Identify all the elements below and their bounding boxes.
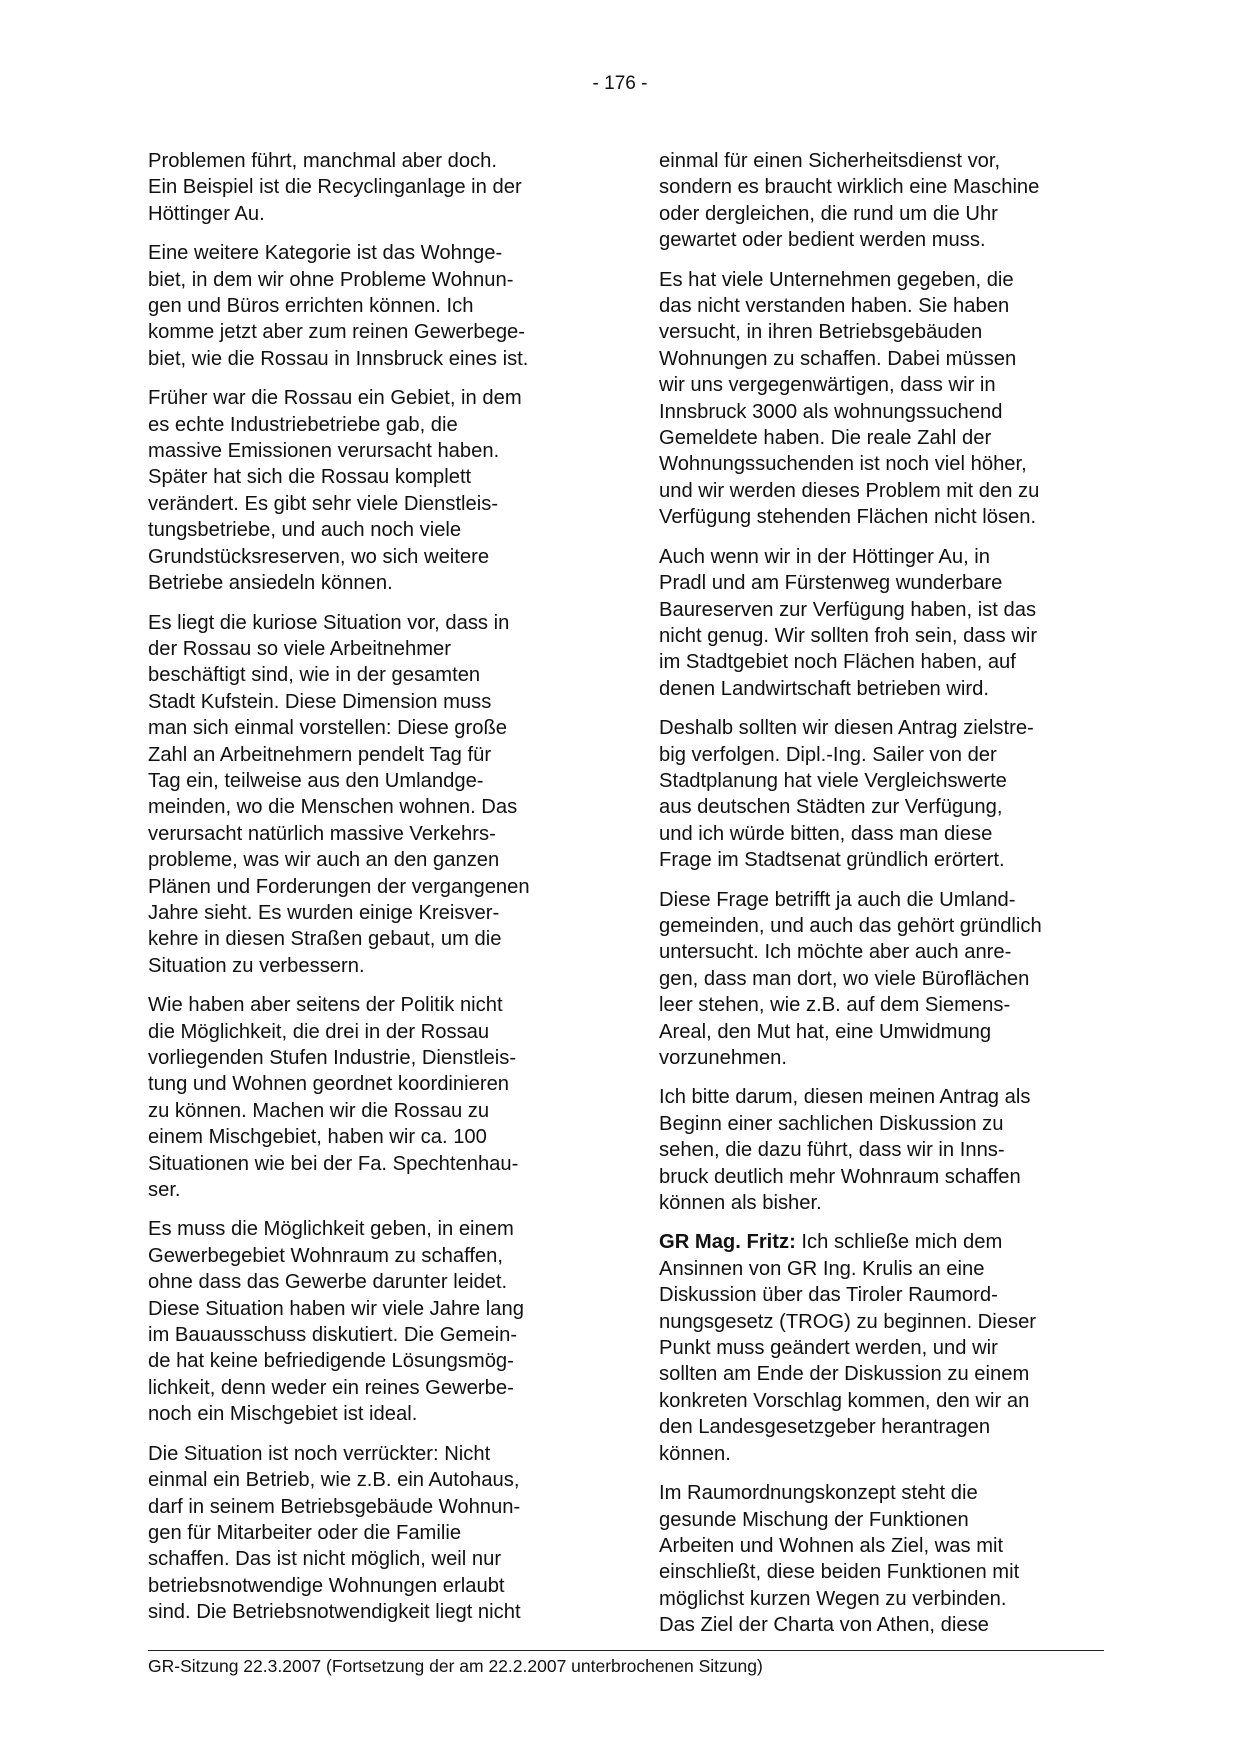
paragraph: Es liegt die kuriose Situation vor, dass in der Rossau so viele Arbeitnehmer beschäftigt sind, wie in der gesamten Stadt Kufstein. Diese Dimension muss man sich einmal vorstellen: Diese große Zahl an Arbeitnehmern pendelt Tag für Tag ein, teilweise aus den Umlandge- meinden, wo die Menschen wohnen. Das verursacht natürlich massive Verkehrs- probleme, was wir auch an den ganzen Plänen und Forderungen der vergangenen Jahre sieht. Es wurden einige Kreisver- kehre in diesen Straßen gebaut, um die Situation zu verbessern. bbox=[148, 611, 530, 977]
paragraph: Auch wenn wir in der Höttinger Au, in Pradl und am Fürstenweg wunderbare Baureserven zur Verfügung haben, ist das nicht genug. Wir sollten froh sein, dass wir im Stadtgebiet noch Flächen haben, auf denen Landwirtschaft betrieben wird. bbox=[659, 545, 1038, 700]
paragraph: Wie haben aber seitens der Politik nicht die Möglichkeit, die drei in der Rossau vorliegenden Stufen Industrie, Dienstleis- tung und Wohnen geordnet koordinieren zu können. Machen wir die Rossau zu einem Mischgebiet, haben wir ca. 100 Situationen wie bei der Fa. Spechtenhau- ser. bbox=[148, 994, 519, 1202]
paragraph: Die Situation ist noch verrückter: Nicht einmal ein Betrieb, wie z.B. ein Autohaus, darf in seinem Betriebsgebäude Wohnun- gen für Mitarbeiter oder die Familie schaffen. Das ist nicht möglich, weil nur betriebsnotwendige Wohnungen erlaubt sind. Die Betriebsnotwendigkeit liegt nicht bbox=[148, 1442, 521, 1624]
paragraph: Eine weitere Kategorie ist das Wohnge- biet, in dem wir ohne Probleme Wohnun- gen und Büros errichten können. Ich komme jetzt aber zum reinen Gewerbege- biet, wie die Rossau in Innsbruck eines ist. bbox=[148, 242, 529, 370]
paragraph: Im Raumordnungskonzept steht die gesunde Mischung der Funktionen Arbeiten und Wohnen als Ziel, was mit einschließt, diese beiden Funktionen mit möglichst kurzen Wegen zu verbinden. Das Ziel der Charta von Athen, diese bbox=[659, 1482, 1020, 1637]
paragraph: Ich bitte darum, diesen meinen Antrag als Beginn einer sachlichen Diskussion zu sehen, die dazu führt, dass wir in Inns- bruck deutlich mehr Wohnraum schaffen können als bisher. bbox=[659, 1086, 1031, 1215]
footer: GR-Sitzung 22.3.2007 (Fortsetzung der am 22.2.2007 unterbrochenen Sitzung) bbox=[148, 1656, 763, 1676]
paragraph: Deshalb sollten wir diesen Antrag zielstre- big verfolgen. Dipl.-Ing. Sailer von der Stadtplanung hat viele Vergleichswerte aus deutschen Städten zur Verfügung, und ich würde bitten, dass man diese Frage im Stadtsenat gründlich erörtert. bbox=[659, 717, 1034, 872]
paragraph: Problemen führt, manchmal aber doch. Ein Beispiel ist die Recyclinganlage in der Höttinger Au. bbox=[148, 150, 522, 225]
footer-divider bbox=[148, 1650, 1104, 1651]
paragraph: Es muss die Möglichkeit geben, in einem Gewerbegebiet Wohnraum zu schaffen, ohne dass das Gewerbe darunter leidet. Diese Situation haben wir viele Jahre lang im Bauausschuss diskutiert. Die Gemein- de hat keine befriedigende Lösungsmög- lichkeit, denn weder ein reines Gewerbe- noch ein Mischgebiet ist ideal. bbox=[148, 1218, 524, 1426]
speech-paragraph bbox=[659, 1229, 1104, 1467]
paragraph: Diese Frage betrifft ja auch die Umland- gemeinden, und auch das gehört gründlich untersucht. Ich möchte aber auch anre- gen, dass man dort, wo viele Büroflächen leer stehen, wie z.B. auf dem Siemens- Areal, den Mut hat, eine Umwidmung vorzunehmen. bbox=[659, 888, 1042, 1069]
left-column bbox=[148, 148, 593, 1639]
speech-text: Ich schließe mich dem Ansinnen von GR Ing. Krulis an eine Diskussion über das Tiroler Raumord- nungsgesetz (TROG) zu beginnen. Dieser Punkt muss geändert werden, und wir sollten am Ende der Diskussion zu einem konkreten Vorschlag kommen, den wir an den Landesgesetzgeber herantragen können. bbox=[659, 1231, 1037, 1465]
paragraph: Früher war die Rossau ein Gebiet, in dem es echte Industriebetriebe gab, die massive Emissionen verursacht haben. Später hat sich die Rossau komplett verändert. Es gibt sehr viele Dienstleis- tungsbetriebe, und auch noch viele Grundstücksreserven, wo sich weitere Betriebe ansiedeln können. bbox=[148, 387, 522, 595]
page-number: - 176 - bbox=[592, 73, 648, 94]
paragraph: Es hat viele Unternehmen gegeben, die das nicht verstanden haben. Sie haben versucht, in ihren Betriebsgebäuden Wohnungen zu schaffen. Dabei müssen wir uns vergegenwärtigen, dass wir in Innsbruck 3000 als wohnungssuchend Gemeldete haben. Die reale Zahl der Wohnungssuchenden ist noch viel höher, und wir werden dieses Problem mit den zu Verfügung stehenden Flächen nicht lösen. bbox=[659, 268, 1040, 529]
paragraph: einmal für einen Sicherheitsdienst vor, sondern es braucht wirklich eine Maschine oder dergleichen, die rund um die Uhr gewartet oder bedient werden muss. bbox=[659, 150, 1040, 252]
right-column bbox=[659, 148, 1104, 1652]
speaker-name: GR Mag. Fritz: bbox=[659, 1231, 796, 1254]
